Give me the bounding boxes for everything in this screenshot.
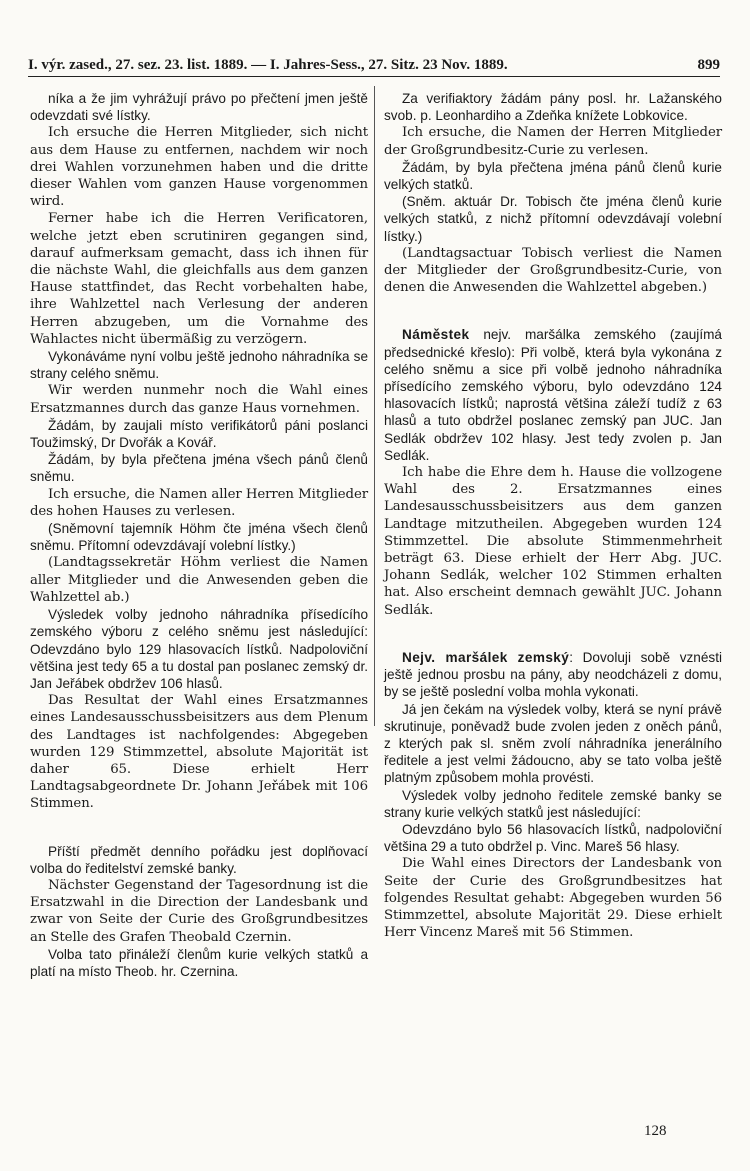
paragraph-l13 [30,843,368,877]
paragraph-text: Já jen čekám na výsledek volby, která se nyní právě skrutinuje, poněvadž bude zvolen jeden z oněch pánů, z kterých pak sl. sněm zvolí náhradníka jenerálního ředitele a jest velmi žádoucno, aby se tato volba ještě platným způsobem mohla provésti. [384,701,722,786]
paragraph-text: Ich habe die Ehre dem h. Hause die vollzogene Wahl des 2. Ersatzmannes eines Landesausschussbeisitzers aus dem ganzen Landtage mitzutheilen. Abgegeben wurden 124 Stimmzettel. Die absolute Stimmenmehrheit beträgt 63. Diese erhielt der Herr Abg. JUC. Johann Sedlák, welcher 102 Stimmen erhalten hat. Also erscheint demnach gewählt JUC. Johann Sedlák. [384,465,722,618]
paragraph-l3 [30,210,368,348]
paragraph-text: Wir werden nunmehr noch die Wahl eines Ersatzmannes durch das ganze Haus vornehmen. [30,383,368,416]
header-title: I. výr. zased., 27. sez. 23. list. 1889. — I. Jahres-Sess., 27. Sitz. 23 Nov. 1889. [28,57,508,73]
paragraph-r5 [384,245,722,297]
paragraph-text: Ich ersuche, die Namen der Herren Mitglieder der Großgrundbesitz-Curie zu verlesen. [384,125,722,158]
paragraph-text: Výsledek volby jednoho náhradníka přísedícího zemského výboru z celého sněmu jest následující: Odevzdáno bylo 129 hlasovacích lístků. Nadpoloviční většina jest tedy 65 a tu dostal pan poslanec zemský dr. Jan Jeřábek obdržev 106 hlasů. [30,607,368,691]
paragraph-l14 [30,877,368,946]
paragraph-text: Vykonáváme nyní volbu ještě jednoho náhradníka se strany celého sněmu. [30,349,368,382]
left-column [30,90,368,980]
paragraph-text: : Dovoluji sobě vznésti ještě jednou prosbu na pány, aby neodcházeli z domu, by se ještě poslední volba mohla vykonati. [384,649,723,700]
paragraph-text: (Landtagsactuar Tobisch verliest die Namen der Mitglieder der Großgrundbesitz-Curie, von denen die Anwesenden die Wahlzettel abgeben.) [384,245,722,296]
header-page-number: 899 [697,57,720,73]
paragraph-text: Das Resultat der Wahl eines Ersatzmannes eines Landesausschussbeisitzers aus dem Plenum des Landtages ist nachfolgendes: Abgegeben wurden 129 Stimmzettel, absolute Majorität ist daher 65. Diese erhielt Herr Landtagsabgeordnete Dr. Johann Jeřábek mit 106 Stimmen. [30,693,368,812]
paragraph-text: níka a že jim vyhrážují právo po přečtení jmen ještě odevzdati své lístky. [30,91,368,124]
paragraph-text: Ich ersuche, die Namen aller Herren Mitglieder des hohen Hauses zu verlesen. [30,486,368,519]
paragraph-l11 [30,606,368,692]
paragraph-r10 [384,787,722,821]
paragraph-l1 [30,90,368,124]
paragraph-l15 [30,946,368,980]
paragraph-text: Ich ersuche die Herren Mitglieder, sich nicht aus dem Hause zu entfernen, nachdem wir noch drei Wahlen vorzunehmen haben und die dritte dieser Wahlen vom ganzen Hause vorgenommen wird. [30,125,368,210]
paragraph-text: Die Wahl eines Directors der Landesbank von Seite der Curie des Großgrundbesitzes hat folgendes Resultat gehabt: Abgegeben wurden 56 Stimmzettel, absolute Majorität 29. Diese erhielt Herr Vincenz Mareš mit 56 Stimmen. [384,856,722,941]
paragraph-text: Výsledek volby jednoho ředitele zemské banky se strany kurie velkých statků jest následující: [384,787,722,820]
paragraph-text: Žádám, by zaujali místo verifikátorů páni poslanci Toužimský, Dr Dvořák a Kovář. [30,417,368,451]
paragraph-text: Příští předmět denního pořádku jest doplňovací volba do ředitelství zemské banky. [30,843,368,876]
speaker-name: Náměstek [402,327,470,343]
paragraph-r8 [384,649,722,701]
paragraph-text: nejv. maršálka zemského (zaujímá předsednické křeslo): Při volbě, která byla vykonána z celého sněmu a sice při volbě jednoho náhradníka přísedícího zemského výboru, bylo odevzdáno 124 hlasovacích lístků; naprostá většina záleží tudíž z 63 hlasů a tuto obdržel poslanec zemský pan JUC. Jan Sedlák obdržev 102 hlasy. Jest tedy zvolen p. Jan Sedlák. [384,327,722,463]
running-header [28,50,720,77]
paragraph-r9 [384,701,722,787]
paragraph-text: (Landtagssekretär Höhm verliest die Namen aller Mitglieder und die Anwesenden geben die Wahlzettel ab.) [30,555,368,605]
paragraph-r2 [384,124,722,158]
paragraph-r11 [384,821,722,855]
paragraph-r6 [384,326,722,464]
paragraph-l9 [30,520,368,554]
paragraph-r4 [384,193,722,245]
paragraph-r3 [384,159,722,193]
paragraph-r7 [384,464,722,619]
page-number: 128 [644,1123,667,1139]
paragraph-text: Žádám, by byla přečtena jména všech pánů členů sněmu. [30,452,368,485]
speaker-name: Nejv. maršálek zemský [402,649,570,665]
column-divider [374,86,375,726]
paragraph-l12 [30,692,368,812]
paragraph-text: Ferner habe ich die Herren Verificatoren, welche jetzt eben scrutiniren gegangen sind, darauf aufmerksam gemacht, dass ich ihnen für die nächste Wahl, die gleichfalls aus dem ganzen Hause stattfindet, das Recht vorbehalten habe, ihre Wahlzettel nach Verlesung der anderen Herren abzugeben, um die Vornahme des Wahlactes nicht übermäßig zu verzögern. [30,211,368,347]
paragraph-l7 [30,451,368,485]
paragraph-text: Odevzdáno bylo 56 hlasovacích lístků, nadpoloviční většina 29 a tuto obdržel p. Vinc. Mareš 56 hlasy. [384,821,722,855]
paragraph-l8 [30,486,368,520]
right-column [384,90,722,941]
paragraph-l5 [30,382,368,416]
paragraph-text: (Sněmovní tajemník Höhm čte jména všech členů sněmu. Přítomní odevzdávají volební lístky.) [30,521,368,554]
paragraph-text: Za verifiaktory žádám pány posl. hr. Lažanského svob. p. Leonhardiho a Zdeňka knížete Lobkovice. [384,91,722,124]
paragraph-r12 [384,855,722,941]
paragraph-l6 [30,417,368,451]
paragraph-text: Nächster Gegenstand der Tagesordnung ist die Ersatzwahl in die Direction der Landesbank und zwar von Seite der Curie des Großgrundbesitzes an Stelle des Grafen Theobald Czernin. [30,877,368,945]
paragraph-text: (Sněm. aktuár Dr. Tobisch čte jména členů kurie velkých statků, z nichž přítomní odevzdávají volební lístky.) [384,194,722,244]
paragraph-r1 [384,90,722,124]
paragraph-text: Žádám, by byla přečtena jména pánů členů kurie velkých statků. [384,159,722,193]
paragraph-l2 [30,124,368,210]
paragraph-l4 [30,348,368,382]
paragraph-l10 [30,554,368,606]
paragraph-text: Volba tato přináleží členům kurie velkých statků a platí na místo Theob. hr. Czernina. [30,946,368,979]
